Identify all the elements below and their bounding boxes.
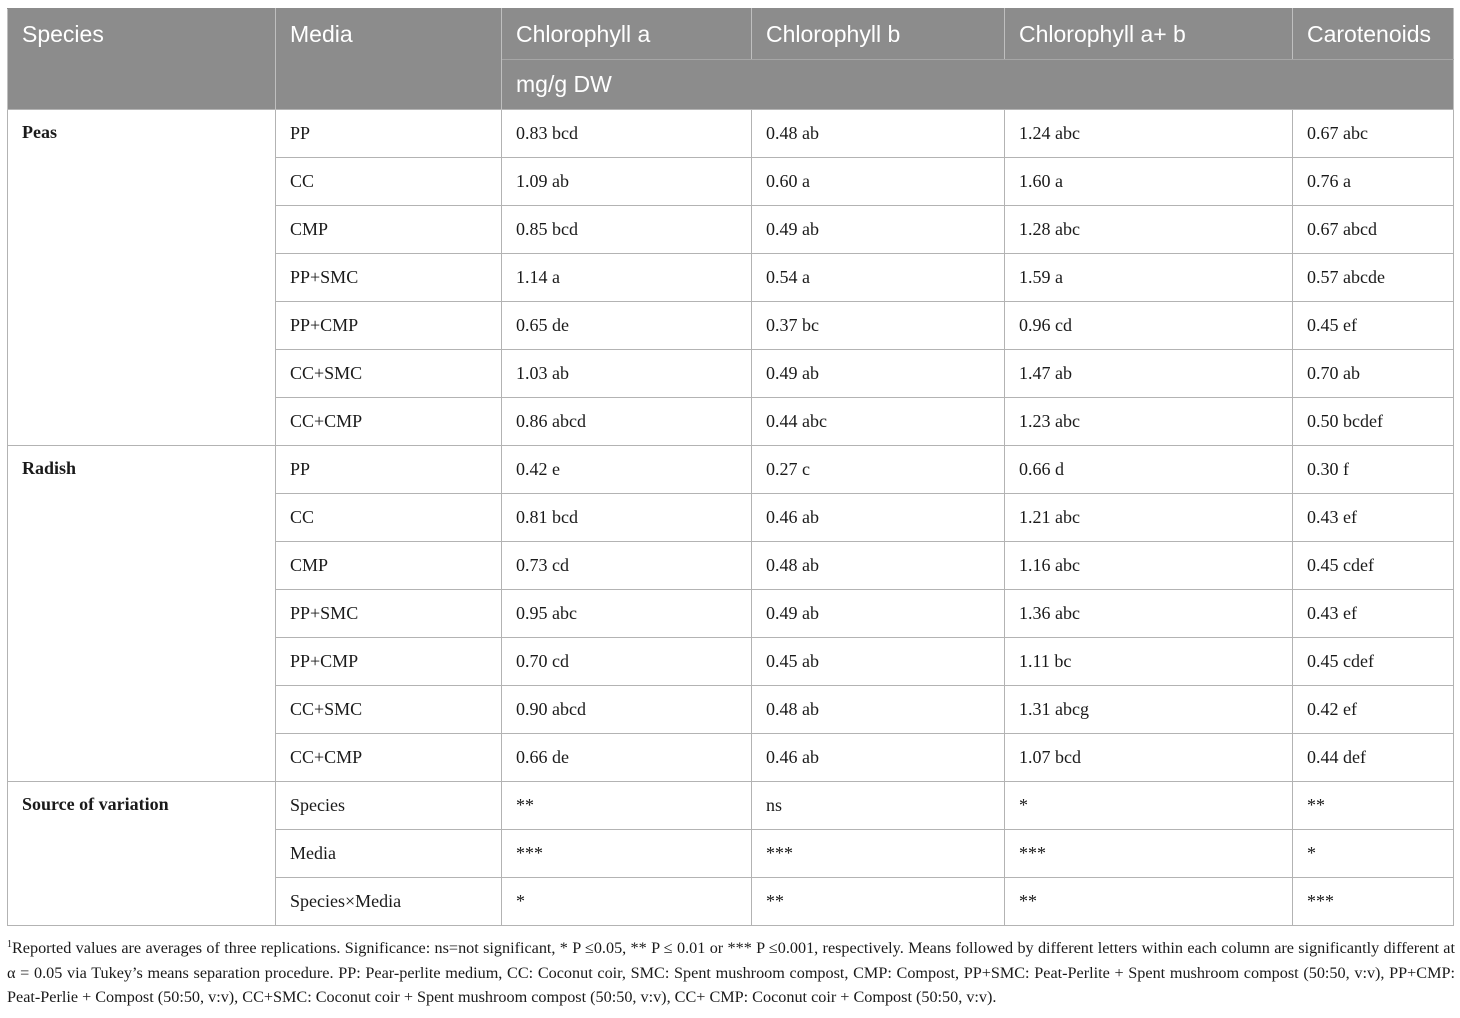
cell-carotenoids: * bbox=[1293, 830, 1454, 878]
cell-chlorophyll-a: 0.95 abc bbox=[502, 590, 752, 638]
cell-chlorophyll-b: 0.45 ab bbox=[752, 638, 1005, 686]
cell-carotenoids: 0.30 f bbox=[1293, 446, 1454, 494]
cell-chlorophyll-ab: 0.96 cd bbox=[1005, 302, 1293, 350]
cell-chlorophyll-a: 0.85 bcd bbox=[502, 206, 752, 254]
cell-carotenoids: 0.43 ef bbox=[1293, 590, 1454, 638]
cell-chlorophyll-ab: 1.23 abc bbox=[1005, 398, 1293, 446]
cell-chlorophyll-b: 0.44 abc bbox=[752, 398, 1005, 446]
cell-chlorophyll-a: 0.83 bcd bbox=[502, 110, 752, 158]
cell-carotenoids: 0.67 abcd bbox=[1293, 206, 1454, 254]
cell-media: PP+CMP bbox=[276, 638, 502, 686]
data-table-container bbox=[7, 8, 1453, 926]
cell-chlorophyll-b: 0.46 ab bbox=[752, 734, 1005, 782]
cell-chlorophyll-a: * bbox=[502, 878, 752, 926]
cell-carotenoids: 0.57 abcde bbox=[1293, 254, 1454, 302]
header-row bbox=[8, 9, 1454, 60]
cell-chlorophyll-ab: ** bbox=[1005, 878, 1293, 926]
cell-chlorophyll-b: 0.48 ab bbox=[752, 110, 1005, 158]
cell-media: CC bbox=[276, 158, 502, 206]
table-header bbox=[8, 9, 1454, 110]
cell-chlorophyll-ab: *** bbox=[1005, 830, 1293, 878]
group-label: Radish bbox=[8, 446, 276, 782]
cell-chlorophyll-b: ** bbox=[752, 878, 1005, 926]
header-media: Media bbox=[276, 9, 502, 110]
cell-chlorophyll-ab: 1.28 abc bbox=[1005, 206, 1293, 254]
cell-chlorophyll-a: 0.81 bcd bbox=[502, 494, 752, 542]
chlorophyll-table bbox=[7, 8, 1454, 926]
cell-media: CC+CMP bbox=[276, 734, 502, 782]
cell-media: PP+CMP bbox=[276, 302, 502, 350]
cell-chlorophyll-a: 0.90 abcd bbox=[502, 686, 752, 734]
cell-carotenoids: ** bbox=[1293, 782, 1454, 830]
cell-chlorophyll-ab: 1.60 a bbox=[1005, 158, 1293, 206]
group-label: Peas bbox=[8, 110, 276, 446]
header-chlorophyll-ab: Chlorophyll a+ b bbox=[1005, 9, 1293, 60]
cell-chlorophyll-ab: 1.36 abc bbox=[1005, 590, 1293, 638]
cell-carotenoids: 0.70 ab bbox=[1293, 350, 1454, 398]
cell-chlorophyll-ab: 1.16 abc bbox=[1005, 542, 1293, 590]
cell-carotenoids: 0.45 cdef bbox=[1293, 638, 1454, 686]
cell-media: CMP bbox=[276, 206, 502, 254]
table-row bbox=[8, 782, 1454, 830]
footnote-marker: 1 bbox=[7, 939, 12, 950]
cell-chlorophyll-ab: 1.47 ab bbox=[1005, 350, 1293, 398]
cell-chlorophyll-a: 0.70 cd bbox=[502, 638, 752, 686]
cell-media: PP bbox=[276, 110, 502, 158]
cell-chlorophyll-ab: 1.31 abcg bbox=[1005, 686, 1293, 734]
cell-chlorophyll-a: 0.73 cd bbox=[502, 542, 752, 590]
footnote-text: Reported values are averages of three replications. Significance: ns=not significant, * P ≤0.05, ** P ≤ 0.01 or *** P ≤0.001, respectively. Means followed by different letters within each column are significantly different at α = 0.05 via Tukey’s means separation procedure. PP: Pear-perlite medium, CC: Coconut coir, SMC: Spent mushroom compost, CMP: Compost, PP+SMC: Peat-Perlite + Spent mushroom compost (50:50, v:v), PP+CMP: Peat-Perlie + Compost (50:50, v:v), CC+SMC: Coconut coir + Spent mushroom compost (50:50, v:v), CC+ CMP: Coconut coir + Compost (50:50, v:v). bbox=[7, 939, 1455, 1006]
cell-media: PP+SMC bbox=[276, 254, 502, 302]
cell-chlorophyll-b: 0.27 c bbox=[752, 446, 1005, 494]
cell-chlorophyll-ab: 1.07 bcd bbox=[1005, 734, 1293, 782]
cell-chlorophyll-b: 0.49 ab bbox=[752, 350, 1005, 398]
cell-chlorophyll-ab: 0.66 d bbox=[1005, 446, 1293, 494]
cell-carotenoids: 0.44 def bbox=[1293, 734, 1454, 782]
cell-chlorophyll-ab: 1.11 bc bbox=[1005, 638, 1293, 686]
table-row bbox=[8, 446, 1454, 494]
header-carotenoids: Carotenoids bbox=[1293, 9, 1454, 60]
cell-media: Media bbox=[276, 830, 502, 878]
cell-media: PP+SMC bbox=[276, 590, 502, 638]
cell-chlorophyll-ab: 1.59 a bbox=[1005, 254, 1293, 302]
cell-carotenoids: 0.76 a bbox=[1293, 158, 1454, 206]
cell-chlorophyll-b: 0.46 ab bbox=[752, 494, 1005, 542]
cell-carotenoids: 0.45 cdef bbox=[1293, 542, 1454, 590]
cell-chlorophyll-b: ns bbox=[752, 782, 1005, 830]
cell-media: CC+SMC bbox=[276, 686, 502, 734]
cell-chlorophyll-a: 0.42 e bbox=[502, 446, 752, 494]
cell-chlorophyll-b: 0.48 ab bbox=[752, 686, 1005, 734]
cell-chlorophyll-b: 0.54 a bbox=[752, 254, 1005, 302]
cell-carotenoids: 0.43 ef bbox=[1293, 494, 1454, 542]
header-units: mg/g DW bbox=[502, 60, 1454, 110]
cell-media: CC bbox=[276, 494, 502, 542]
cell-media: CC+CMP bbox=[276, 398, 502, 446]
cell-chlorophyll-a: *** bbox=[502, 830, 752, 878]
cell-chlorophyll-b: 0.48 ab bbox=[752, 542, 1005, 590]
table-footnote bbox=[7, 936, 1455, 1010]
cell-chlorophyll-a: 0.86 abcd bbox=[502, 398, 752, 446]
cell-chlorophyll-a: 0.65 de bbox=[502, 302, 752, 350]
cell-chlorophyll-a: 1.09 ab bbox=[502, 158, 752, 206]
cell-media: PP bbox=[276, 446, 502, 494]
cell-chlorophyll-b: 0.49 ab bbox=[752, 206, 1005, 254]
cell-carotenoids: 0.42 ef bbox=[1293, 686, 1454, 734]
table-row bbox=[8, 110, 1454, 158]
cell-carotenoids: *** bbox=[1293, 878, 1454, 926]
cell-chlorophyll-a: 1.03 ab bbox=[502, 350, 752, 398]
table-body bbox=[8, 110, 1454, 926]
cell-chlorophyll-a: 1.14 a bbox=[502, 254, 752, 302]
cell-carotenoids: 0.50 bcdef bbox=[1293, 398, 1454, 446]
header-species: Species bbox=[8, 9, 276, 110]
cell-chlorophyll-b: *** bbox=[752, 830, 1005, 878]
cell-chlorophyll-a: 0.66 de bbox=[502, 734, 752, 782]
cell-chlorophyll-ab: * bbox=[1005, 782, 1293, 830]
cell-chlorophyll-b: 0.37 bc bbox=[752, 302, 1005, 350]
cell-chlorophyll-ab: 1.21 abc bbox=[1005, 494, 1293, 542]
header-chlorophyll-b: Chlorophyll b bbox=[752, 9, 1005, 60]
cell-chlorophyll-b: 0.60 a bbox=[752, 158, 1005, 206]
group-label: Source of variation bbox=[8, 782, 276, 926]
cell-media: CC+SMC bbox=[276, 350, 502, 398]
cell-carotenoids: 0.45 ef bbox=[1293, 302, 1454, 350]
cell-media: Species×Media bbox=[276, 878, 502, 926]
cell-media: Species bbox=[276, 782, 502, 830]
cell-chlorophyll-ab: 1.24 abc bbox=[1005, 110, 1293, 158]
cell-chlorophyll-b: 0.49 ab bbox=[752, 590, 1005, 638]
header-chlorophyll-a: Chlorophyll a bbox=[502, 9, 752, 60]
cell-media: CMP bbox=[276, 542, 502, 590]
cell-carotenoids: 0.67 abc bbox=[1293, 110, 1454, 158]
cell-chlorophyll-a: ** bbox=[502, 782, 752, 830]
